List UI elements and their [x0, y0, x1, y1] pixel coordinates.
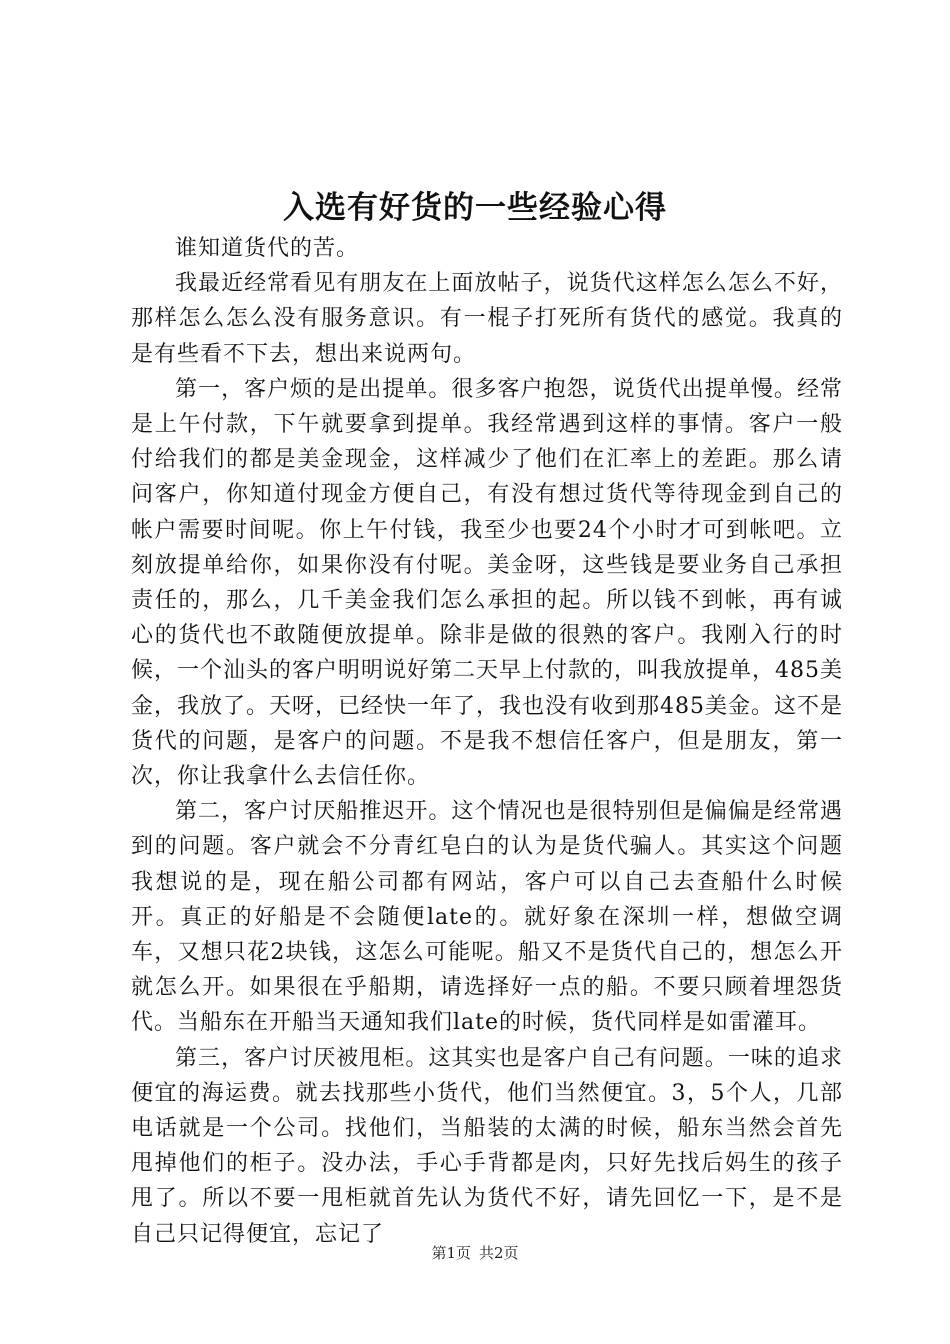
- page-footer: [0, 1242, 950, 1264]
- paragraph-background: 我最近经常看见有朋友在上面放帖子，说货代这样怎么怎么不好，那样怎么怎么没有服务意识。有一棍子打死所有货代的感觉。我真的是有些看不下去，想出来说两句。: [131, 271, 843, 367]
- document-body: [131, 231, 843, 1252]
- document-title: 入选有好货的一些经验心得: [283, 190, 667, 226]
- paragraph-point-one: 第一，客户烦的是出提单。很多客户抱怨，说货代出提单慢。经常是上午付款，下午就要拿到提单。我经常遇到这样的事情。客户一般付给我们的都是美金现金，这样减少了他们在汇率上的差距。那么请问客户，你知道付现金方便自己，有没有想过货代等待现金到自己的帐户需要时间呢。你上午付钱，我至少也要24个小时才可到帐吧。立刻放提单给你，如果你没有付呢。美金呀，这些钱是要业务自己承担责任的，那么，几千美金我们怎么承担的起。所以钱不到帐，再有诚心的货代也不敢随便放提单。除非是做的很熟的客户。我刚入行的时候，一个汕头的客户明明说好第二天早上付款的，叫我放提单，485美金，我放了。天呀，已经快一年了，我也没有收到那485美金。这不是货代的问题，是客户的问题。不是我不想信任客户，但是朋友，第一次，你让我拿什么去信任你。: [131, 376, 843, 790]
- paragraph-point-two: 第二，客户讨厌船推迟开。这个情况也是很特别但是偏偏是经常遇到的问题。客户就会不分青红皂白的认为是货代骗人。其实这个问题我想说的是，现在船公司都有网站，客户可以自己去查船什么时候开。真正的好船是不会随便late的。就好象在深圳一样，想做空调车，又想只花2块钱，这怎么可能呢。船又不是货代自己的，想怎么开就怎么开。如果很在乎船期，请选择好一点的船。不要只顾着埋怨货代。当船东在开船当天通知我们late的时候，货代同样是如雷灌耳。: [131, 799, 843, 1036]
- paragraph-point-three: 第三，客户讨厌被甩柜。这其实也是客户自己有问题。一味的追求便宜的海运费。就去找那些小货代，他们当然便宜。3，5个人，几部电话就是一个公司。找他们，当船装的太满的时候，船东当然会首先甩掉他们的柜子。没办法，手心手背都是肉，只好先找后妈生的孩子甩了。所以不要一甩柜就首先认为货代不好，请先回忆一下，是不是自己只记得便宜，忘记了: [131, 1045, 843, 1247]
- page-total: 共2页: [479, 1244, 519, 1262]
- paragraph-intro: 谁知道货代的苦。: [175, 236, 360, 261]
- page-number: 第1页: [431, 1244, 471, 1262]
